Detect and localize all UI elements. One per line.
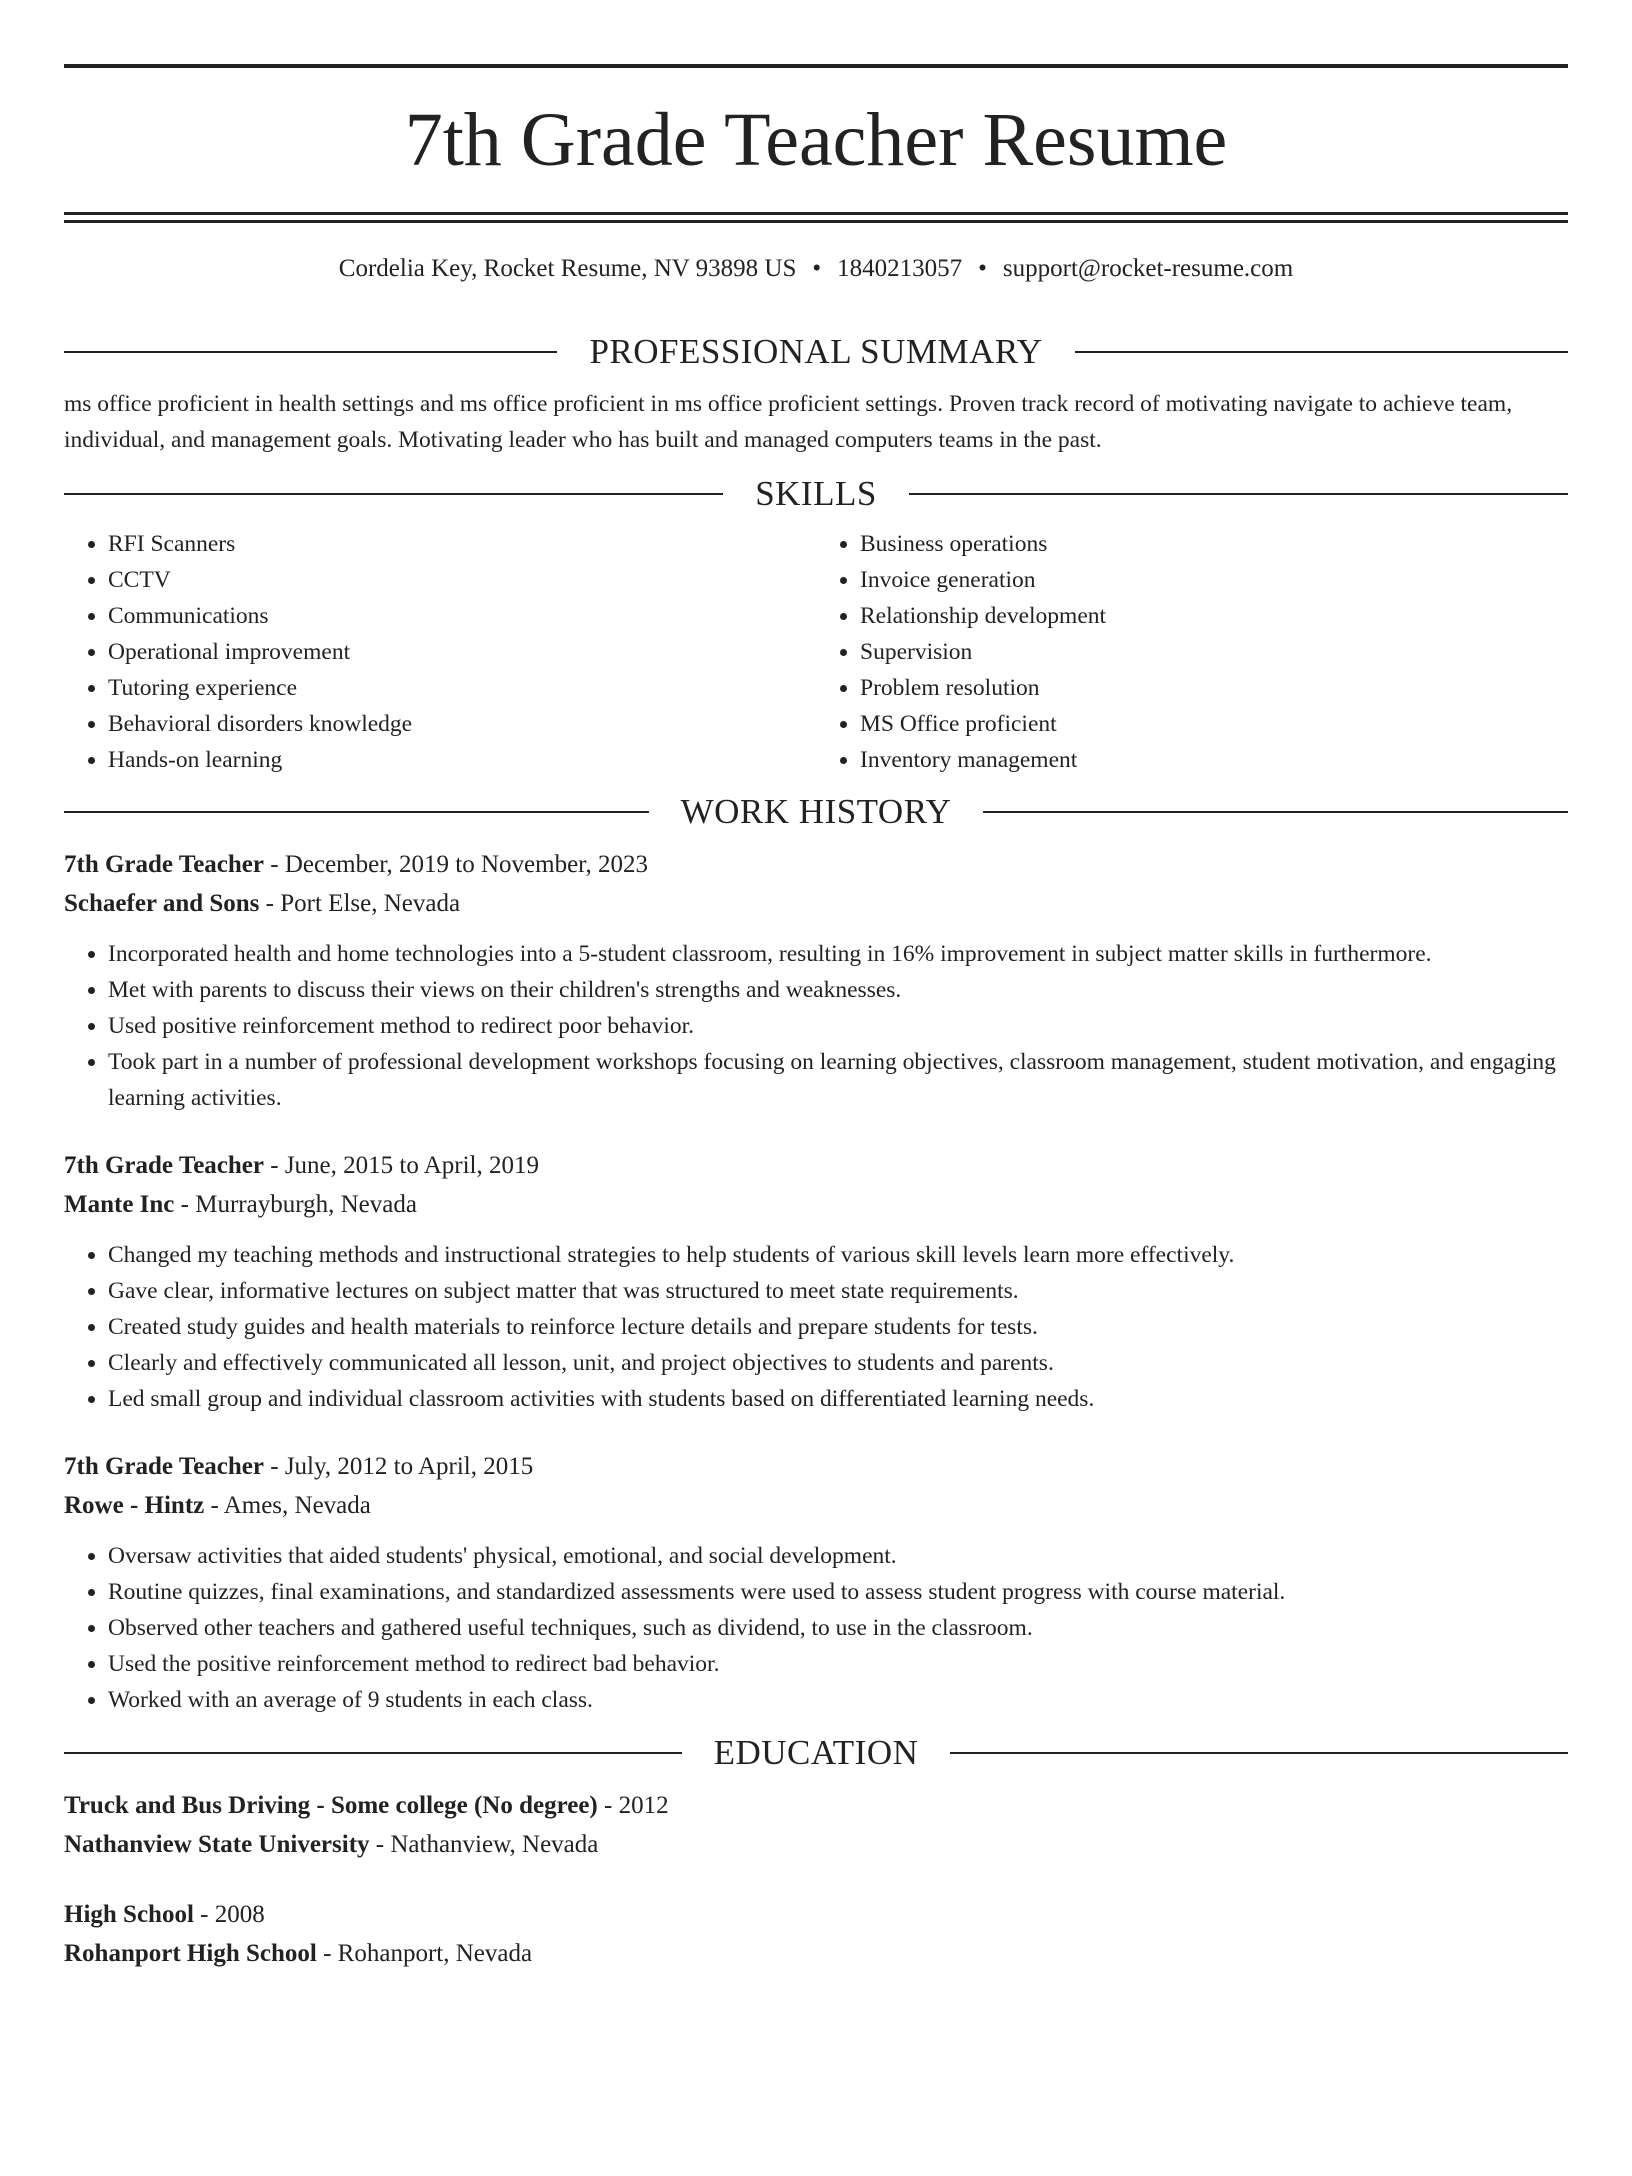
skill-item: • Problem resolution — [860, 670, 1568, 706]
job-company-line — [64, 884, 1568, 923]
job-bullet: • Changed my teaching methods and instructional strategies to help students of various skill levels learn more effectively. — [108, 1237, 1568, 1273]
job-company: Mante Inc — [64, 1191, 175, 1218]
education-location: - Rohanport, Nevada — [316, 1940, 533, 1967]
education-school: Rohanport High School — [64, 1940, 317, 1967]
job-bullet: • Clearly and effectively communicated all lesson, unit, and project objectives to students and parents. — [108, 1345, 1568, 1381]
job-bullet: • Used the positive reinforcement method to redirect bad behavior. — [108, 1646, 1568, 1682]
skill-item: • Business operations — [860, 526, 1568, 562]
job-bullet: • Took part in a number of professional development workshops focusing on learning objectives, classroom management, student motivation, and engaging learning activities. — [108, 1044, 1568, 1116]
skill-item: • Inventory management — [860, 742, 1568, 778]
education-school-line — [64, 1825, 1568, 1864]
section-heading-skills — [64, 474, 1568, 514]
job-bullet: • Used positive reinforcement method to redirect poor behavior. — [108, 1008, 1568, 1044]
job-title-line — [64, 845, 1568, 884]
skills-columns — [64, 526, 1568, 778]
section-title: EDUCATION — [713, 1733, 919, 1772]
section-title: SKILLS — [755, 474, 877, 513]
job-bullet: • Led small group and individual classroom activities with students based on differentiated learning needs. — [108, 1381, 1568, 1417]
education-degree-line — [64, 1895, 1568, 1934]
job-location: - Ames, Nevada — [204, 1492, 371, 1519]
title-double-rule — [64, 212, 1568, 223]
job-entry — [64, 845, 1568, 1116]
section-title: WORK HISTORY — [680, 792, 952, 831]
skill-item: • RFI Scanners — [108, 526, 816, 562]
skill-item: • Behavioral disorders knowledge — [108, 706, 816, 742]
job-location: - Murrayburgh, Nevada — [174, 1191, 417, 1218]
education-degree: High School — [64, 1901, 194, 1928]
job-bullet: • Worked with an average of 9 students in each class. — [108, 1682, 1568, 1718]
job-entry — [64, 1146, 1568, 1417]
resume-page — [0, 64, 1632, 2176]
contact-phone: 1840213057 — [837, 255, 963, 282]
job-dates: - June, 2015 to April, 2019 — [264, 1152, 539, 1179]
contact-email: support@rocket-resume.com — [1002, 255, 1294, 282]
education-location: - Nathanview, Nevada — [369, 1831, 599, 1858]
heading-rule — [909, 493, 1568, 495]
education-degree: Truck and Bus Driving - Some college (No degree) — [64, 1792, 598, 1819]
job-bullets — [64, 1237, 1568, 1417]
job-title: 7th Grade Teacher — [64, 1453, 264, 1480]
job-title-line — [64, 1447, 1568, 1486]
heading-rule — [64, 811, 649, 813]
skill-item: • Hands-on learning — [108, 742, 816, 778]
contact-line — [64, 253, 1568, 285]
heading-rule — [64, 493, 723, 495]
summary-text: ms office proficient in health settings and ms office proficient in ms office proficient settings. Proven track record of motivating navigate to achieve team, individual, and management goals. Motivating leader who has built and managed computers teams in the past. — [64, 391, 1513, 453]
job-title: 7th Grade Teacher — [64, 1152, 264, 1179]
job-company: Rowe - Hintz — [64, 1492, 205, 1519]
job-bullet: • Incorporated health and home technologies into a 5-student classroom, resulting in 16% improvement in subject matter skills in furthermore. — [108, 936, 1568, 972]
job-company: Schaefer and Sons — [64, 890, 260, 917]
skills-left-list — [64, 526, 816, 778]
contact-separator: • — [812, 255, 822, 282]
education-school-line — [64, 1934, 1568, 1973]
job-entry — [64, 1447, 1568, 1718]
contact-address: Cordelia Key, Rocket Resume, NV 93898 US — [338, 255, 797, 282]
section-heading-education — [64, 1733, 1568, 1773]
job-bullet: • Oversaw activities that aided students' physical, emotional, and social development. — [108, 1538, 1568, 1574]
heading-rule — [983, 811, 1568, 813]
heading-rule — [64, 1752, 682, 1754]
section-heading-summary — [64, 332, 1568, 372]
job-bullet: • Gave clear, informative lectures on subject matter that was structured to meet state requirements. — [108, 1273, 1568, 1309]
job-bullet: • Routine quizzes, final examinations, and standardized assessments were used to assess student progress with course material. — [108, 1574, 1568, 1610]
education-year: - 2008 — [193, 1901, 265, 1928]
job-location: - Port Else, Nevada — [259, 890, 461, 917]
skill-item: • CCTV — [108, 562, 816, 598]
heading-rule — [950, 1752, 1568, 1754]
education-entry — [64, 1786, 1568, 1864]
job-bullet: • Created study guides and health materials to reinforce lecture details and prepare students for tests. — [108, 1309, 1568, 1345]
skill-item: • Supervision — [860, 634, 1568, 670]
skill-item: • Communications — [108, 598, 816, 634]
contact-separator: • — [978, 255, 987, 282]
skill-item: • Tutoring experience — [108, 670, 816, 706]
top-rule — [64, 64, 1568, 68]
heading-rule — [1075, 351, 1568, 353]
section-title: PROFESSIONAL SUMMARY — [589, 332, 1043, 371]
education-degree-line — [64, 1786, 1568, 1825]
skills-right-list — [816, 526, 1568, 778]
job-title: 7th Grade Teacher — [64, 851, 264, 878]
skill-item: • Invoice generation — [860, 562, 1568, 598]
education-year: - 2012 — [597, 1792, 669, 1819]
skill-item: • Relationship development — [860, 598, 1568, 634]
job-title-line — [64, 1146, 1568, 1185]
job-bullet: • Observed other teachers and gathered useful techniques, such as dividend, to use in the classroom. — [108, 1610, 1568, 1646]
job-dates: - December, 2019 to November, 2023 — [264, 851, 648, 878]
education-entry — [64, 1895, 1568, 1973]
job-company-line — [64, 1185, 1568, 1224]
education-school: Nathanview State University — [64, 1831, 370, 1858]
skill-item: • Operational improvement — [108, 634, 816, 670]
section-heading-work — [64, 792, 1568, 832]
skill-item: • MS Office proficient — [860, 706, 1568, 742]
job-company-line — [64, 1486, 1568, 1525]
resume-title: 7th Grade Teacher Resume — [404, 98, 1228, 182]
job-dates: - July, 2012 to April, 2015 — [264, 1453, 534, 1480]
heading-rule — [64, 351, 557, 353]
job-bullet: • Met with parents to discuss their views on their children's strengths and weaknesses. — [108, 972, 1568, 1008]
job-bullets — [64, 936, 1568, 1116]
job-bullets — [64, 1538, 1568, 1718]
